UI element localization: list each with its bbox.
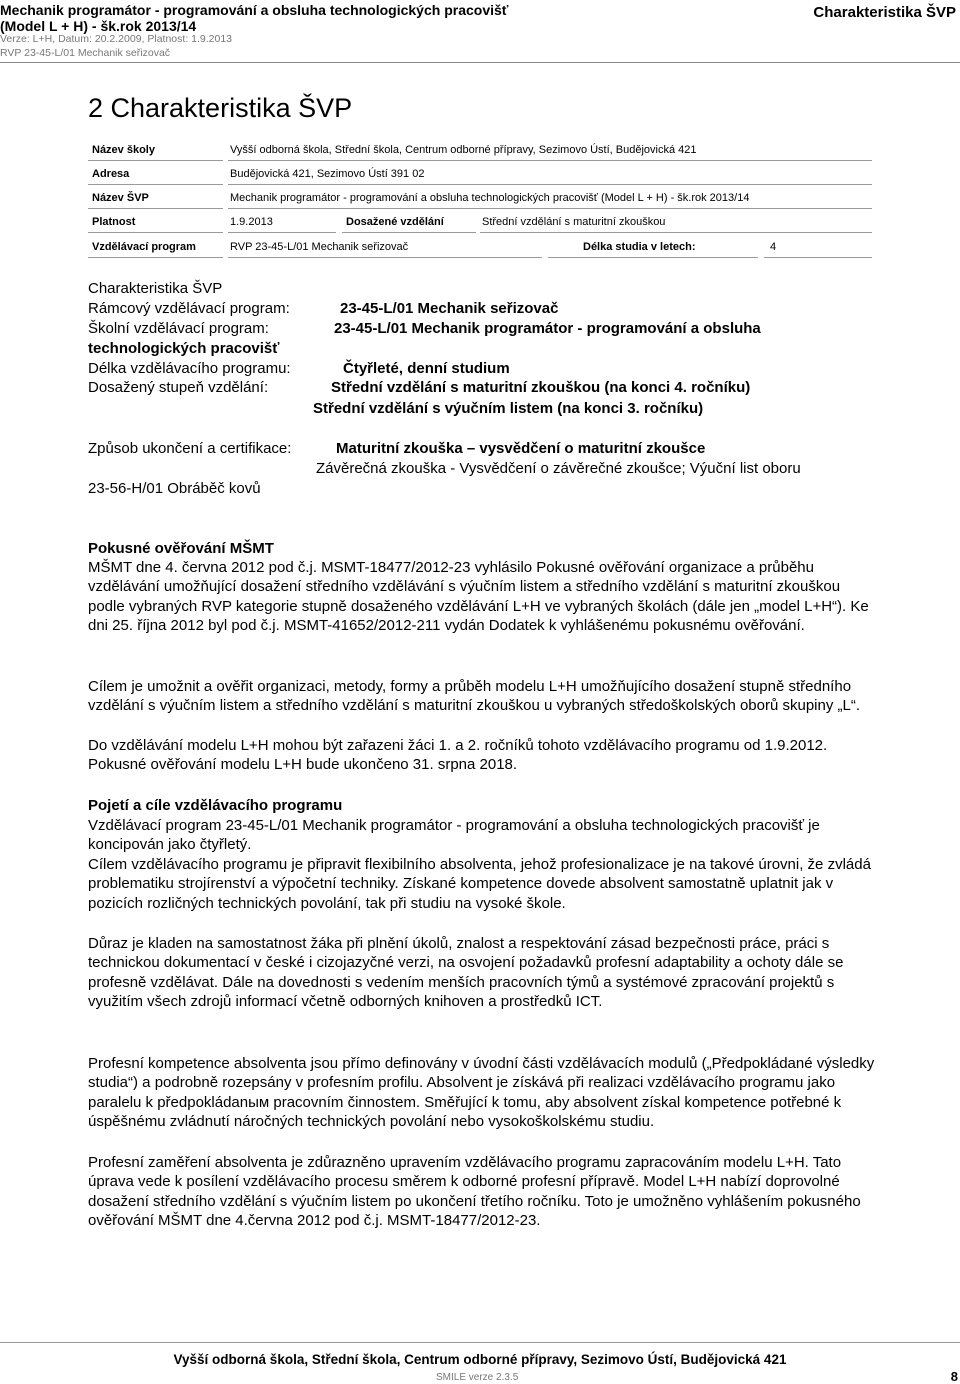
completion-label: Způsob ukončení a certifikace: xyxy=(88,440,292,457)
school-label: Název školy xyxy=(92,144,155,156)
completion-value-3: 23-56-H/01 Obráběč kovů xyxy=(88,480,261,497)
level-label: Dosažený stupeň vzdělání: xyxy=(88,379,269,396)
svp-label: Název ŠVP xyxy=(92,192,149,204)
characteristics-heading: Charakteristika ŠVP xyxy=(88,280,223,297)
footer-version: SMILE verze 2.3.5 xyxy=(436,1372,519,1383)
document-title: Mechanik programátor - programování a obsluha technologických pracovišť (Model L + H) - šk.rok 2013/14 xyxy=(0,2,509,34)
divider xyxy=(228,160,872,161)
duration-label: Délka vzdělávacího programu: xyxy=(88,360,291,377)
pilot-paragraph-2: Cílem je umožnit a ověřit organizaci, metody, formy a průběh modelu L+H umožňujícího dosažení stupně středního vzdělání s výučním listem a středního vzdělání s maturitní zkouškou u vybraných středoškolských oborů skupiny „L“. xyxy=(88,678,861,715)
level-value-1: Střední vzdělání s maturitní zkouškou (na konci 4. ročníku) xyxy=(331,379,751,396)
address-label: Adresa xyxy=(92,168,130,180)
profile-paragraph-2: Profesní zaměření absolventa je zdůrazněno upravením vzdělávacího programu zapracováním modelu L+H. Tato úprava vede k posílení vzdělávacího procesu směrem k odborné profesní přípravě. Model L+H nabízí doprovolné dosažení středního vzdělání s výučním listem po ukončení třetího ročníku. Toto je umožněno vyhlášením pokusného ověřování MŠMT dne 4.června 2012 pod č.j. MSMT-18477/2012-23. xyxy=(88,1154,861,1230)
goals-paragraph-3: Důraz je kladen na samostatnost žáka při plnění úkolů, znalost a respektování zásad bezpečnosti práce, práci s technickou dokumentací v české i cizojazyčné verzi, na osvojení požadavků profesní adaptability a ochoty dále se profesně vzdělávat. Dále na dovednosti s vedením menších pracovních týmů a systémové zpracování projektů s využitím všech zdrojů informací včetně odborných knihoven a prostředků ICT. xyxy=(88,935,844,1011)
level-value-2: Střední vzdělání s výučním listem (na konci 3. ročníku) xyxy=(313,400,704,417)
school-value: Vyšší odborná škola, Střední škola, Centrum odborné přípravy, Sezimovo Ústí, Budějovická 421 xyxy=(230,144,697,156)
svp-label: Školní vzdělávací program: xyxy=(88,320,269,337)
version-info: Verze: L+H, Datum: 20.2.2009, Platnost: 1.9.2013 xyxy=(0,33,233,45)
footer-divider xyxy=(0,1342,960,1343)
svp-value: 23-45-L/01 Mechanik programátor - programování a obsluha xyxy=(334,320,761,337)
duration-value: Čtyřleté, denní studium xyxy=(343,360,510,377)
header-divider xyxy=(0,62,960,63)
pilot-paragraph-3: Do vzdělávání modelu L+H mohou být zařazeni žáci 1. a 2. ročníků tohoto vzdělávacího programu od 1.9.2012. Pokusné ověřování modelu L+H bude ukončeno 31. srpna 2018. xyxy=(88,737,828,774)
divider xyxy=(228,257,542,258)
profile-paragraph-1: Profesní kompetence absolventa jsou přímo definovány v úvodní části vzdělávacích modulů („Předpokládané výsledky studia“) a podrobně rozepsány v profesním profilu. Absolvent je získává při realizaci vzdělávacího programu jako paralelu k předpokládanым pracovním činnostem. Směřující k tomu, aby absolvent získal kompetence potřebné k úspěšnému zvládnutí náročných technických povolání nebo vysokoškolskému studiu. xyxy=(88,1055,875,1131)
education-label: Dosažené vzdělání xyxy=(346,216,444,228)
svp-value: Mechanik programátor - programování a obsluha technologických pracovišť (Model L + H) - šk.rok 2013/14 xyxy=(230,192,750,204)
divider xyxy=(228,184,872,185)
rvp-label: Rámcový vzdělávací program: xyxy=(88,300,290,317)
rvp-value: 23-45-L/01 Mechanik seřizovač xyxy=(340,300,559,317)
divider xyxy=(228,232,336,233)
validity-value: 1.9.2013 xyxy=(230,216,273,228)
divider xyxy=(342,232,476,233)
program-label: Vzdělávací program xyxy=(92,241,196,253)
divider xyxy=(88,257,223,258)
divider xyxy=(88,184,223,185)
divider xyxy=(88,232,223,233)
divider xyxy=(88,208,223,209)
divider xyxy=(548,257,758,258)
footer-school: Vyšší odborná škola, Střední škola, Centrum odborné přípravy, Sezimovo Ústí, Budějovická 421 xyxy=(173,1352,787,1367)
divider xyxy=(88,160,223,161)
completion-value-1: Maturitní zkouška – vysvědčení o maturitní zkoušce xyxy=(336,440,706,457)
goals-paragraph-1: Vzdělávací program 23-45-L/01 Mechanik programátor - programování a obsluha technologických pracovišť je koncipován jako čtyřletý. xyxy=(88,817,820,854)
chapter-title: 2 Charakteristika ŠVP xyxy=(88,93,353,123)
goals-heading: Pojetí a cíle vzdělávacího programu xyxy=(88,797,343,814)
goals-paragraph-2: Cílem vzdělávacího programu je připravit flexibilního absolventa, jehož profesionalizace je na takové úrovni, že zvládá problematiku strojírenství a výpočetní techniky. Získané kompetence dovede absolvent samostatně uplatnit jak v pozicích rozličných technických povolání, tak při studiu na vysoké škole. xyxy=(88,856,871,912)
duration-value: 4 xyxy=(770,241,777,253)
section-name: Charakteristika ŠVP xyxy=(813,4,956,21)
pilot-heading: Pokusné ověřování MŠMT xyxy=(88,540,274,557)
rvp-info: RVP 23-45-L/01 Mechanik seřizovač xyxy=(0,47,171,59)
divider xyxy=(480,232,872,233)
divider xyxy=(228,208,872,209)
duration-label: Délka studia v letech: xyxy=(583,241,696,253)
page-number: 8 xyxy=(950,1369,958,1384)
divider xyxy=(764,257,872,258)
svp-value-cont: technologických pracovišť xyxy=(88,340,280,357)
program-value: RVP 23-45-L/01 Mechanik seřizovač xyxy=(230,241,409,253)
completion-value-2: Závěrečná zkouška - Vysvědčení o závěrečné zkoušce; Výuční list oboru xyxy=(316,460,801,477)
validity-label: Platnost xyxy=(92,216,136,228)
address-value: Budějovická 421, Sezimovo Ústí 391 02 xyxy=(230,168,425,180)
education-value: Střední vzdělání s maturitní zkouškou xyxy=(482,216,666,228)
pilot-paragraph-1: MŠMT dne 4. června 2012 pod č.j. MSMT-18477/2012-23 vyhlásilo Pokusné ověřování organizace a průběhu vzdělávání umožňující dosažení středního vzdělávání s výučním listem a středního vzdělání s maturitní zkouškou podle vybraných RVP kategorie stupně dosaženého vzdělávání L+H ve vybraných školách (dále jen „model L+H“). Ke dni 25. října 2012 byl pod č.j. MSMT-41652/2012-211 vydán Dodatek k vyhlášenému pokusnému ověřování. xyxy=(88,559,869,635)
